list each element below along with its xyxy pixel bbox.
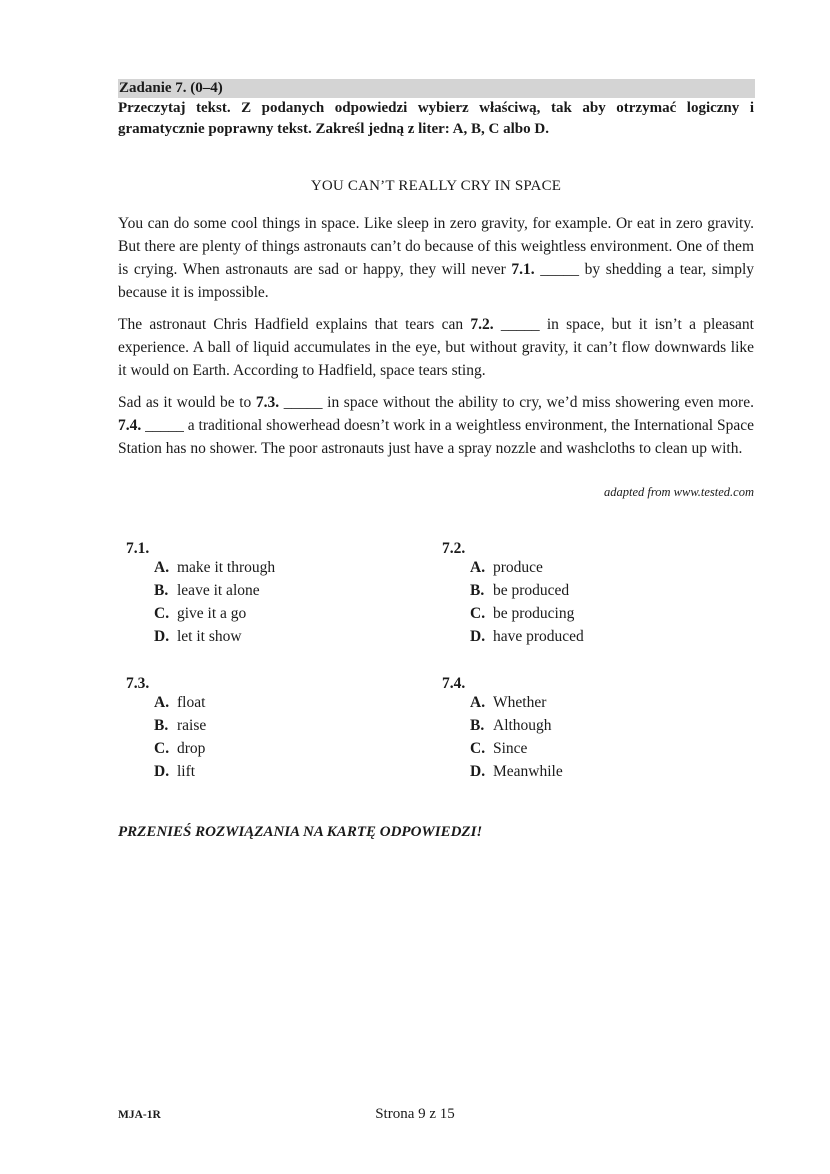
option-text: be producing <box>493 605 575 622</box>
answer-option[interactable] <box>470 762 563 782</box>
paragraph-text: _____ a traditional showerhead doesn’t work in a weightless environment, the International Space Station has no shower. The poor astronauts just have a spray nozzle and washcloths to clean up with. <box>118 417 754 457</box>
option-text: produce <box>493 559 543 576</box>
option-letter: B. <box>470 717 485 734</box>
answer-option[interactable] <box>154 762 195 782</box>
exam-code: MJA-1R <box>118 1109 161 1121</box>
article-paragraph-2 <box>118 313 754 382</box>
option-text: raise <box>177 717 207 734</box>
answer-option[interactable] <box>470 716 552 736</box>
question-number: 7.2. <box>442 540 466 557</box>
answer-option[interactable] <box>470 604 574 624</box>
article-paragraph-1 <box>118 212 754 304</box>
option-letter: D. <box>154 628 170 645</box>
gap-marker-7-2: 7.2. <box>470 316 494 333</box>
option-text: Although <box>493 717 552 734</box>
option-text: be produced <box>493 582 570 599</box>
article-title: YOU CAN’T REALLY CRY IN SPACE <box>310 178 562 194</box>
option-text: Whether <box>493 694 547 711</box>
question-number: 7.1. <box>126 540 150 557</box>
question-number: 7.4. <box>442 675 466 692</box>
option-letter: A. <box>154 694 170 711</box>
paragraph-text: _____ in space without the ability to cry, we’d miss showering even more. <box>279 394 754 411</box>
option-text: leave it alone <box>177 582 260 599</box>
answer-option[interactable] <box>154 558 275 578</box>
option-text: give it a go <box>177 605 247 622</box>
option-text: Since <box>493 740 528 757</box>
paragraph-text: The astronaut Chris Hadfield explains that tears can <box>118 316 471 333</box>
option-letter: C. <box>154 740 170 757</box>
option-letter: D. <box>470 628 486 645</box>
option-letter: C. <box>470 740 486 757</box>
option-text: let it show <box>177 628 242 645</box>
gap-marker-7-1: 7.1. <box>511 261 535 278</box>
option-text: have produced <box>493 628 584 645</box>
option-text: float <box>177 694 206 711</box>
answer-option[interactable] <box>154 627 242 647</box>
option-text: Meanwhile <box>493 763 563 780</box>
answer-option[interactable] <box>470 739 527 759</box>
paragraph-text: Sad as it would be to <box>118 394 256 411</box>
answer-option[interactable] <box>470 558 543 578</box>
option-letter: D. <box>470 763 486 780</box>
option-letter: A. <box>154 559 170 576</box>
option-letter: C. <box>154 605 170 622</box>
transfer-answers-note: PRZENIEŚ ROZWIĄZANIA NA KARTĘ ODPOWIEDZI! <box>118 824 483 840</box>
answer-option[interactable] <box>154 693 205 713</box>
answer-option[interactable] <box>154 716 206 736</box>
option-text: make it through <box>177 559 276 576</box>
answer-option[interactable] <box>154 604 246 624</box>
answer-option[interactable] <box>470 627 584 647</box>
option-letter: C. <box>470 605 486 622</box>
page-number: Strona 9 z 15 <box>375 1106 455 1122</box>
gap-marker-7-4: 7.4. <box>118 417 142 434</box>
answer-option[interactable] <box>470 581 569 601</box>
answer-option[interactable] <box>470 693 546 713</box>
task-header: Zadanie 7. (0–4) <box>118 79 755 98</box>
option-text: lift <box>177 763 196 780</box>
gap-marker-7-3: 7.3. <box>255 394 280 411</box>
option-letter: B. <box>154 717 169 734</box>
task-instruction: Przeczytaj tekst. Z podanych odpowiedzi wybierz właściwą, tak aby otrzymać logiczny i gramatycznie poprawny tekst. Zakreśl jedną z liter: A, B, C albo D. <box>118 100 754 137</box>
question-number: 7.3. <box>126 675 150 692</box>
article-source: adapted from www.tested.com <box>604 485 754 499</box>
option-letter: A. <box>470 694 486 711</box>
option-letter: A. <box>470 559 486 576</box>
paragraph-text: You can do some cool things in space. Like sleep in zero gravity, for example. Or eat in zero gravity. But there are plenty of things astronauts can’t do because of this weightless environment. One of them is crying. When astronauts are sad or happy, they will never <box>118 215 754 278</box>
option-text: drop <box>177 740 206 757</box>
option-letter: B. <box>470 582 485 599</box>
paragraph-text: _____ in space, but it isn’t a pleasant experience. A ball of liquid accumulates in the eye, but without gravity, it can’t flow downwards like it would on Earth. According to Hadfield, space tears sting. <box>118 316 754 379</box>
option-letter: B. <box>154 582 169 599</box>
option-letter: D. <box>154 763 170 780</box>
answer-option[interactable] <box>154 581 260 601</box>
answer-option[interactable] <box>154 739 205 759</box>
paragraph-text: _____ by shedding a tear, simply because it is impossible. <box>118 261 755 301</box>
article-paragraph-3 <box>118 391 754 460</box>
